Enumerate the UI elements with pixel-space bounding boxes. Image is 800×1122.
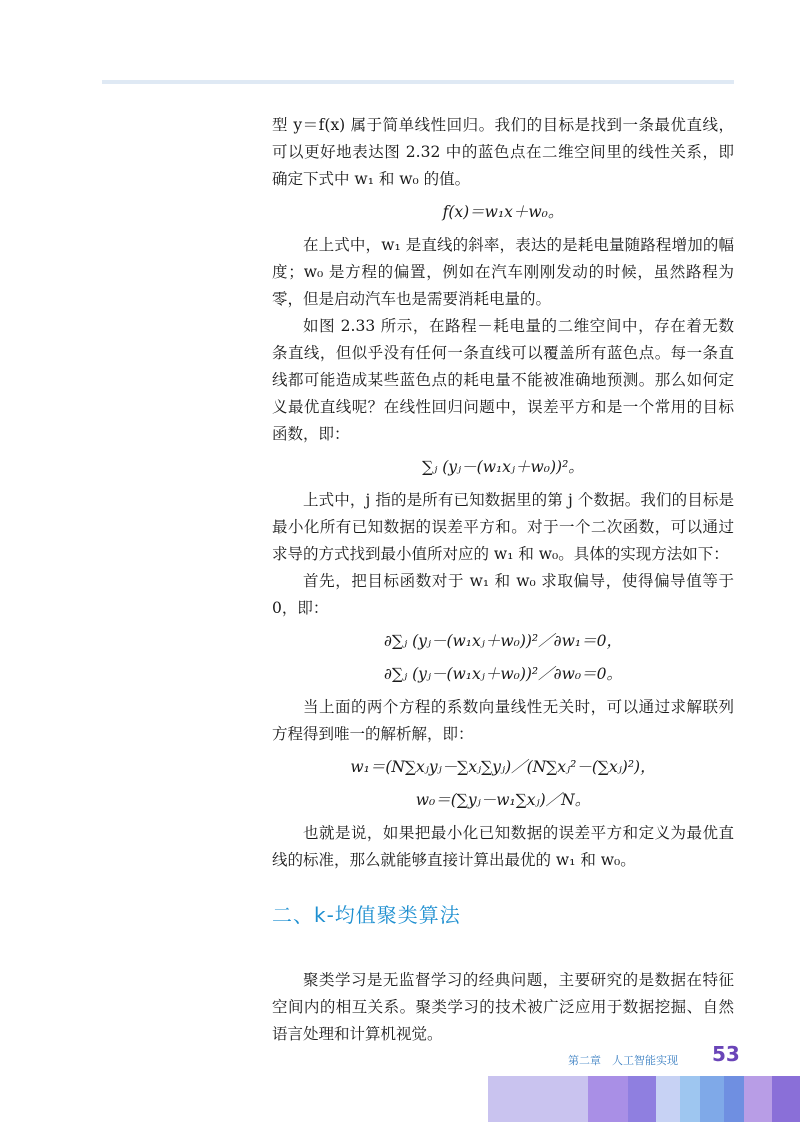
paragraph-4: 上式中，j 指的是所有已知数据里的第 j 个数据。我们的目标是最小化所有已知数据的误差平方和。对于一个二次函数，可以通过求导的方式找到最小值所对应的 w₁ 和 w₀。具体的实现方法如下： bbox=[272, 491, 734, 563]
stripe-7 bbox=[724, 1076, 744, 1122]
equation-partial-w1: ∂∑ⱼ (yⱼ－(w₁xⱼ＋w₀))²／∂w₁＝0， bbox=[383, 632, 622, 650]
page-number: 53 bbox=[712, 1042, 740, 1066]
stripe-1 bbox=[488, 1076, 588, 1122]
equation-w0-solution: w₀＝(∑yⱼ－w₁∑xⱼ)／N。 bbox=[415, 791, 591, 809]
paragraph-2: 在上式中，w₁ 是直线的斜率，表达的是耗电量随路程增加的幅度；w₀ 是方程的偏置，例如在汽车刚刚发动的时候，虽然路程为零，但是启动汽车也是需要消耗电量的。 bbox=[272, 236, 734, 308]
stripe-6 bbox=[700, 1076, 724, 1122]
paragraph-6: 当上面的两个方程的系数向量线性无关时，可以通过求解联列方程得到唯一的解析解，即： bbox=[272, 698, 734, 743]
equation-linear-model: f(x)＝w₁x＋w₀。 bbox=[442, 203, 564, 221]
stripe-9 bbox=[772, 1076, 800, 1122]
stripe-8 bbox=[744, 1076, 772, 1122]
stripe-5 bbox=[680, 1076, 700, 1122]
section-heading: 二、k-均值聚类算法 bbox=[272, 903, 461, 927]
top-rule bbox=[102, 80, 734, 84]
stripe-2 bbox=[588, 1076, 628, 1122]
paragraph-1: 型 y＝f(x) 属于简单线性回归。我们的目标是找到一条最优直线，可以更好地表达图 2.32 中的蓝色点在二维空间里的线性关系，即确定下式中 w₁ 和 w₀ 的值。 bbox=[272, 116, 734, 188]
paragraph-7: 也就是说，如果把最小化已知数据的误差平方和定义为最优直线的标准，那么就能够直接计算出最优的 w₁ 和 w₀。 bbox=[272, 824, 734, 869]
paragraph-8: 聚类学习是无监督学习的经典问题，主要研究的是数据在特征空间内的相互关系。聚类学习的技术被广泛应用于数据挖掘、自然语言处理和计算机视觉。 bbox=[272, 971, 734, 1043]
page-body bbox=[272, 112, 734, 1048]
paragraph-3: 如图 2.33 所示，在路程－耗电量的二维空间中，存在着无数条直线，但似乎没有任何一条直线可以覆盖所有蓝色点。每一条直线都可能造成某些蓝色点的耗电量不能被准确地预测。那么如何定义最优直线呢？在线性回归问题中，误差平方和是一个常用的目标函数，即： bbox=[272, 317, 734, 443]
equation-sse: ∑ⱼ (yⱼ－(w₁xⱼ＋w₀))²。 bbox=[422, 458, 584, 476]
chapter-label: 第二章 人工智能实现 bbox=[568, 1054, 678, 1067]
stripe-3 bbox=[628, 1076, 656, 1122]
stripe-4 bbox=[656, 1076, 680, 1122]
paragraph-5: 首先，把目标函数对于 w₁ 和 w₀ 求取偏导，使得偏导值等于 0，即： bbox=[272, 572, 734, 617]
equation-w1-solution: w₁＝(N∑xⱼyⱼ－∑xⱼ∑yⱼ)／(N∑xⱼ²－(∑xⱼ)²)， bbox=[350, 758, 656, 776]
footer-decoration bbox=[488, 1076, 800, 1122]
equation-partial-w0: ∂∑ⱼ (yⱼ－(w₁xⱼ＋w₀))²／∂w₀＝0。 bbox=[383, 665, 622, 683]
